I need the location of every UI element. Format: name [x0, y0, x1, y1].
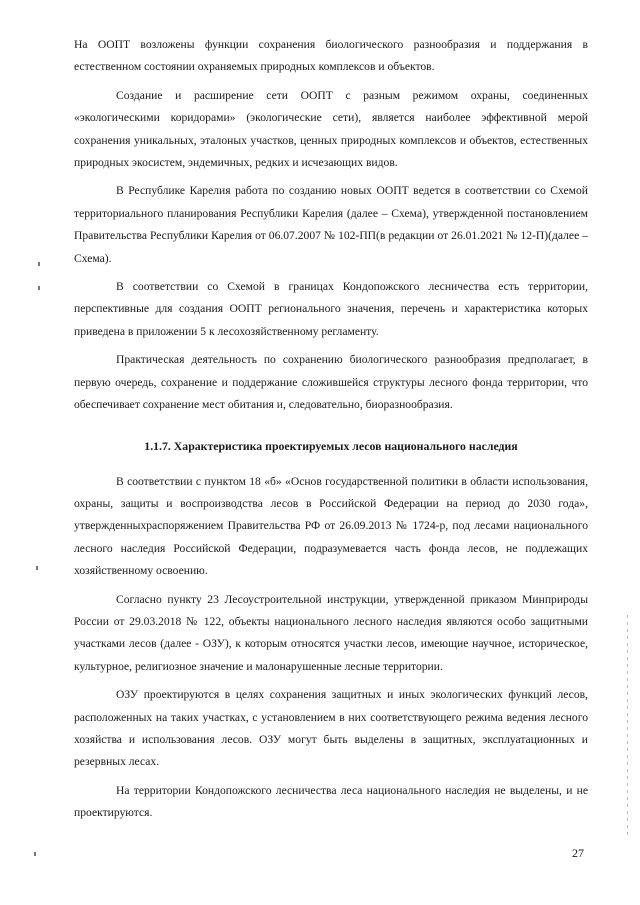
- scan-speck: [38, 262, 40, 266]
- scan-speck: [34, 852, 36, 856]
- document-body: [74, 34, 588, 825]
- paragraph-ozu-design: ОЗУ проектируются в целях сохранения защитных и иных экологических функций лесов, расположенных на таких участках, с установлением в них соответствующего режима ведения лесного хозяйства и использования лесов. ОЗУ могут быть выделены в защитных, эксплуатационных и резервных лесах.: [74, 688, 588, 769]
- scan-speck: [36, 566, 38, 570]
- paragraph-state-policy: В соответствии с пунктом 18 «б» «Основ государственной политики в области использования, охраны, защиты и воспроизводства лесов в Российской Федерации на период до 2030 года», утвержденныхраспоряжением Правительства РФ от 26.09.2013 № 1724-р, под лесами национального лесного наследия Российской Федерации, подразумевается часть фонда лесов, не подлежащих хозяйственному освоению.: [74, 474, 588, 578]
- paragraph-oopt-functions: На ООПТ возложены функции сохранения биологического разнообразия и поддержания в естественном состоянии охраняемых природных комплексов и объектов.: [74, 38, 588, 74]
- paragraph-prospective-territories: В соответствии со Схемой в границах Кондопожского лесничества есть территории, перспективные для создания ООПТ регионального значения, перечень и характеристика которых приведена в приложении 5 к лесохозяйственному регламенту.: [74, 280, 588, 338]
- scan-margin-line: [627, 615, 628, 835]
- paragraph-biodiversity-practice: Практическая деятельность по сохранению биологического разнообразия предполагает, в первую очередь, сохранение и поддержание сложившейся структуры лесного фонда территории, что обеспечивает сохранение мест обитания и, следовательно, биоразнообразия.: [74, 353, 588, 412]
- section-heading: 1.1.7. Характеристика проектируемых лесов национального наследия: [144, 438, 518, 453]
- paragraph-ecological-network: Создание и расширение сети ООПТ с разным режимом охраны, соединенных «экологическими коридорами» (экологические сети), является наиболее эффективной мерой сохранения уникальных, эталоных участков, ценных природных комплексов и объектов, естественных природных экосистем, эндемичных, редких и исчезающих видов.: [74, 88, 588, 170]
- paragraph-kondopoga-conclusion: На территории Кондопожского лесничества леса национального наследия не выделены, и не проектируются.: [74, 783, 588, 820]
- paragraph-forest-instruction: Согласно пункту 23 Лесоустроительной инструкции, утвержденной приказом Минприроды России от 29.03.2018 № 122, объекты национального лесного наследия являются особо защитными участками лесов (далее - ОЗУ), к которым относятся участки лесов, имеющие научное, историческое, культурное, религиозное значение и малонарушенные лесные территории.: [74, 592, 588, 673]
- paragraph-karelia-scheme: В Республике Карелия работа по созданию новых ООПТ ведется в соответствии со Схемой территориального планирования Республики Карелия (далее – Схема), утвержденной постановлением Правительства Республики Карелия от 06.07.2007 № 102-ПП(в редакции от 26.01.2021 № 12-П)(далее – Схема).: [74, 184, 588, 265]
- scan-speck: [38, 286, 40, 290]
- page-number: 27: [572, 846, 584, 860]
